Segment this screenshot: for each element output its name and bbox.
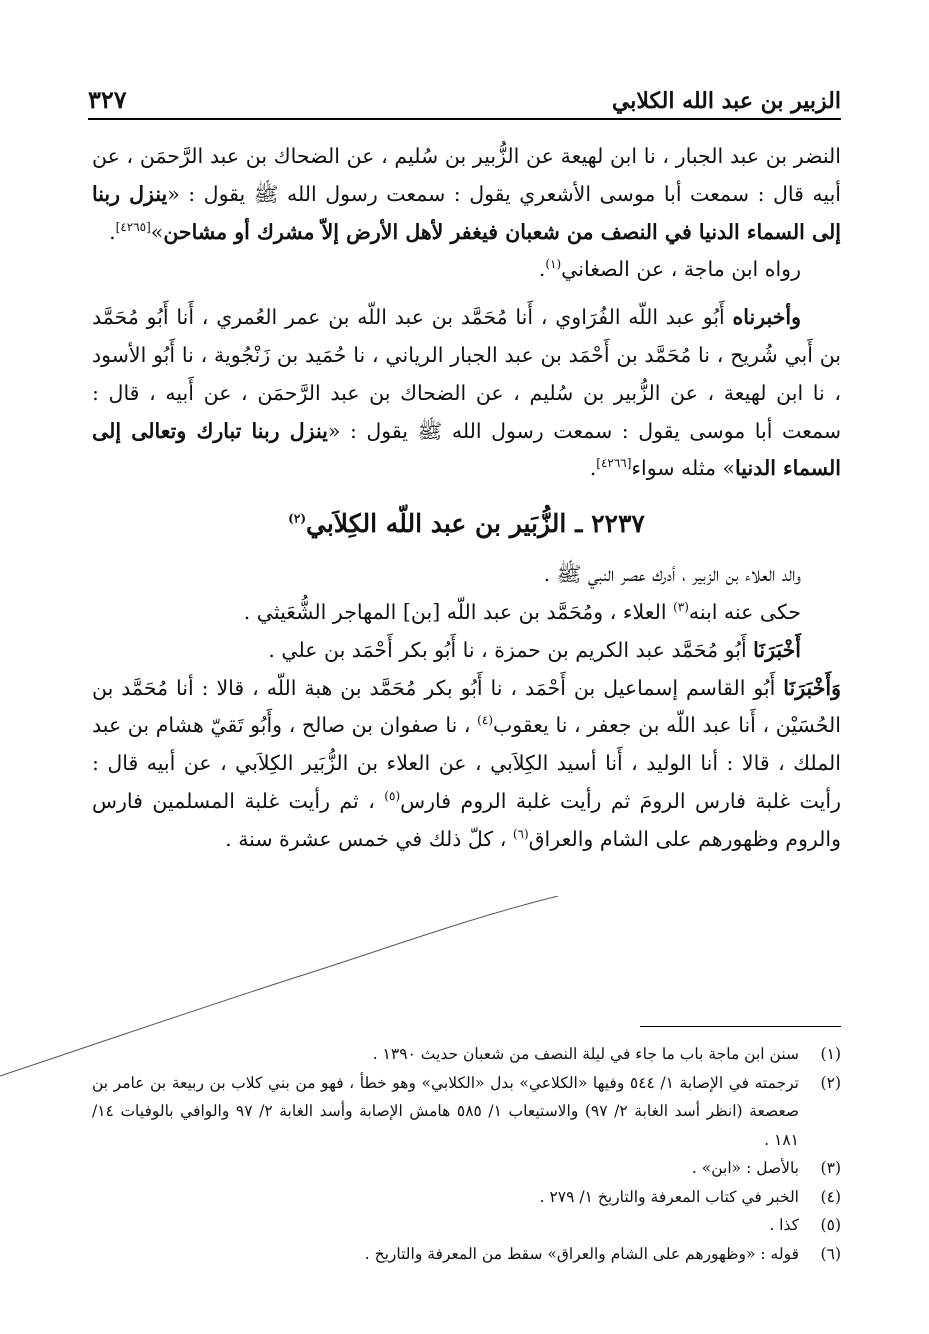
paragraph-text-end: » مثله سواء [631, 456, 736, 481]
entry-heading [92, 502, 841, 546]
footnote-number: (١) [820, 1045, 841, 1063]
hadith-number: [٤٢٦٥] [115, 219, 151, 234]
period: . [589, 456, 597, 481]
footnote-text: ترجمته في الإصابة ١/ ٥٤٤ وفيها «الكلاعي» بدل «الكلابي» وهو خطأ ، فهو من بني كلاب بن ربيعة بن عامر بن صعصعة (انظر أسد الغابة ٢/ ٩٧) والاستيعاب ١/ ٥٨٥ هامش الإصابة وأسد الغابة ٢/ ٩٧ والوافي بالوفيات ١٤/ ١٨١ . [92, 1073, 800, 1149]
footnote-number: (٥) [820, 1216, 841, 1234]
footnote-text: كذا . [769, 1216, 799, 1234]
footnote-rule [640, 1026, 841, 1027]
paragraph-text: العلاء ، ومُحَمَّد بن عبد اللّه [بن] المهاجر الشُّعَيثي . [243, 599, 674, 624]
paragraph-text: ، كلّ ذلك في خمس عشرة سنة . [225, 826, 513, 851]
paragraph-2 [92, 251, 841, 289]
paragraph-text: ، ثم رأيت غلبة المسلمين فارس والروم وظهورهم على الشام والعراق [92, 788, 841, 851]
paragraph-7 [92, 670, 841, 859]
footnote [92, 1211, 841, 1240]
footnote-ref: (٦) [512, 826, 529, 841]
hadith-number: [٤٢٦٦] [596, 456, 632, 471]
paragraph-text: ، نا صفوان بن صالح ، وأَبُو تَقيّ هشام بن عبد الملك ، قالا : أنا الوليد ، أَنا أسيد الكِلاَبي ، عن العلاء بن الزُّبَير الكِلاَبي ، عن أبيه قال : رأيت غلبة فارس الرومَ ثم رأيت غلبة الروم فارس [92, 713, 841, 813]
running-head [88, 70, 841, 114]
footnote-ref: (٤) [477, 713, 493, 728]
main-text [92, 138, 841, 859]
footnote [92, 1069, 841, 1155]
entry-title: ٢٢٣٧ ـ الزُّبَير بن عبد اللّه الكِلاَبي [306, 509, 645, 539]
footnote-ref: (٢) [288, 511, 306, 526]
page-number: ٣٢٧ [88, 85, 127, 114]
footnote-text: الخبر في كتاب المعرفة والتاريخ ١/ ٢٧٩ . [539, 1187, 799, 1206]
footnote [92, 1240, 841, 1269]
footnote [92, 1040, 841, 1069]
narration-lead: أَخْبَرَنَا [753, 637, 801, 662]
paragraph-6 [92, 632, 841, 670]
footnote-ref: (٣) [673, 600, 689, 615]
paragraph-4 [92, 556, 841, 594]
paragraph-text: والد العلاء بن الزبير ، أدرك عصر النبي ﷺ . [543, 562, 801, 587]
hadith-text: ينزل ربنا إلى السماء الدنيا في النصف من شعبان فيغفر لأهل الأرض إلاّ مشرك أو مشاحن [92, 181, 841, 244]
footnote-number: (٣) [820, 1159, 841, 1177]
hadith-text: ينزل ربنا تبارك وتعالى إلى السماء الدنيا [92, 418, 841, 481]
paragraph-text: أَبُو القاسم إسماعيل بن أَحْمَد ، نا أَبُو بكر مُحَمَّد بن هبة اللّه ، قالا : أنا مُحَمَّد بن الحُسَيْن ، أَنا عبد اللّه بن جعفر ، نا يعقوب [92, 675, 841, 738]
paragraph-3 [92, 299, 841, 488]
running-title: الزبير بن عبد الله الكلابي [611, 88, 841, 114]
narration-lead: وأخبرناه [732, 305, 801, 330]
paragraph-text: رواه ابن ماجة ، عن الصغاني [561, 257, 801, 282]
footnote-text: قوله : «وظهورهم على الشام والعراق» سقط من المعرفة والتاريخ . [364, 1244, 799, 1263]
footnotes [92, 1040, 841, 1268]
footnote [92, 1154, 841, 1183]
footnote-text: سنن ابن ماجة باب ما جاء في ليلة النصف من شعبان حديث ١٣٩٠ . [372, 1045, 799, 1063]
period: . [538, 257, 546, 282]
header-rule [88, 118, 841, 120]
footnote-number: (٦) [820, 1244, 841, 1263]
footnote [92, 1183, 841, 1212]
narration-lead: وَأَخْبَرَنَا [783, 675, 841, 700]
paragraph-text: النضر بن عبد الجبار ، نا ابن لهيعة عن الزُّبير بن سُليم ، عن الضحاك بن عبد الرَّحمَن ، عن أبيه قال : سمعت أبا موسى الأشعري يقول : سمعت رسول الله ﷺ يقول : « [92, 144, 841, 206]
footnote-text: بالأصل : «ابن» . [691, 1159, 799, 1177]
footnote-number: (٤) [820, 1187, 841, 1206]
footnote-ref: (١) [545, 257, 562, 272]
quote-close: » [150, 219, 164, 244]
footnote-number: (٢) [820, 1073, 841, 1092]
paragraph-text: أَبُو عبد اللّه الفُرَاوي ، أَنا مُحَمَّد بن عبد اللّه بن عمر العُمري ، أَنا أَبُو مُحَمَّد بن أَبي شُريح ، نا مُحَمَّد بن أَحْمَد بن عبد الجبار الرياني ، نا حُمَيد بن زَنْجُوية ، نا أَبُو الأسود ، نا ابن لهيعة ، عن الزُّبير بن سُليم ، عن الضحاك بن عبد الرَّحمَن ، عن أَبيه ، قال : سمعت أبا موسى يقول : سمعت رسول الله ﷺ يقول : « [92, 305, 842, 443]
paragraph-5 [92, 594, 841, 632]
paragraph-text: حكى عنه ابنه [688, 599, 801, 624]
paragraph-1 [92, 138, 841, 251]
footnote-ref: (٥) [384, 789, 401, 804]
paragraph-text: أَبُو مُحَمَّد عبد الكريم بن حمزة ، نا أَبُو بكر أَحْمَد بن علي . [268, 637, 754, 662]
period: . [109, 219, 116, 244]
